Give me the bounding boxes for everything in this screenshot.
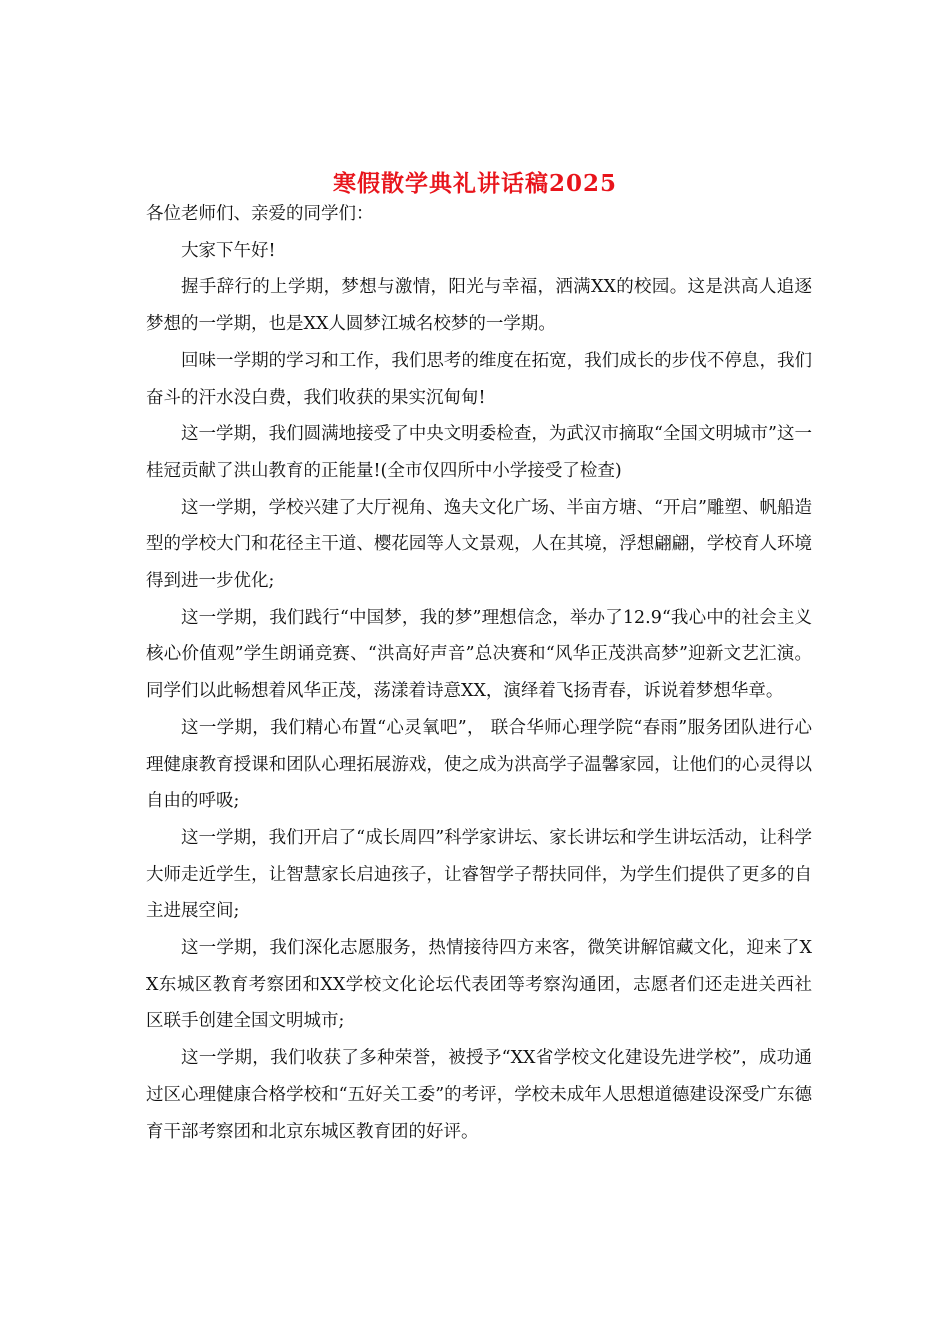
paragraph-review: 回味一学期的学习和工作，我们思考的维度在拓宽，我们成长的步伐不停息，我们奋斗的汗水没白费，我们收获的果实沉甸甸! bbox=[146, 350, 812, 408]
paragraph-china-dream: 这一学期，我们践行“中国梦，我的梦”理想信念，举办了12.9“我心中的社会主义核心价值观”学生朗诵竞赛、“洪高好声音”总决赛和“风华正茂洪高梦”迎新文艺汇演。同学们以此畅想着风华正茂，荡漾着诗意XX，演绎着飞扬青春，诉说着梦想华章。 bbox=[146, 607, 812, 702]
paragraph-volunteer-service: 这一学期，我们深化志愿服务，热情接待四方来客，微笑讲解馆藏文化，迎来了XX东城区教育考察团和XX学校文化论坛代表团等考察沟通团，志愿者们还走进关西社区联手创建全国文明城市; bbox=[146, 938, 812, 1032]
paragraph-honors: 这一学期，我们收获了多种荣誉，被授予“XX省学校文化建设先进学校”，成功通过区心理健康合格学校和“五好关工委”的考评，学校未成年人思想道德建设深受广东德育干部考察团和北京东城区教育团的好评。 bbox=[146, 1048, 812, 1142]
salutation: 各位老师们、亲爱的同学们： bbox=[146, 204, 374, 224]
paragraph-growth-thursday: 这一学期，我们开启了“成长周四”科学家讲坛、家长讲坛和学生讲坛活动，让科学大师走近学生，让智慧家长启迪孩子，让睿智学子帮扶同伴，为学生们提供了更多的自主进展空间; bbox=[146, 827, 812, 922]
paragraph-greeting: 大家下午好! bbox=[181, 240, 276, 261]
paragraph-semester-intro: 握手辞行的上学期，梦想与激情，阳光与幸福，洒满XX的校园。这是洪高人追逐梦想的一学期，也是XX人圆梦江城名校梦的一学期。 bbox=[146, 277, 812, 335]
paragraph-mental-health: 这一学期，我们精心布置“心灵氧吧”， 联合华师心理学院“春雨”服务团队进行心理健康教育授课和团队心理拓展游戏，使之成为洪高学子温馨家园，让他们的心灵得以自由的呼吸; bbox=[146, 717, 812, 812]
document-title: 寒假散学典礼讲话稿2025 bbox=[332, 170, 617, 198]
document-body bbox=[146, 196, 812, 1150]
paragraph-campus-landscape: 这一学期，学校兴建了大厅视角、逸夫文化广场、半亩方塘、“开启”雕塑、帆船造型的学校大门和花径主干道、樱花园等人文景观，人在其境，浮想翩翩，学校育人环境得到进一步优化; bbox=[146, 497, 812, 592]
paragraph-civilization-check: 这一学期，我们圆满地接受了中央文明委检查，为武汉市摘取“全国文明城市”这一桂冠贡献了洪山教育的正能量!(全市仅四所中小学接受了检查) bbox=[146, 424, 812, 481]
